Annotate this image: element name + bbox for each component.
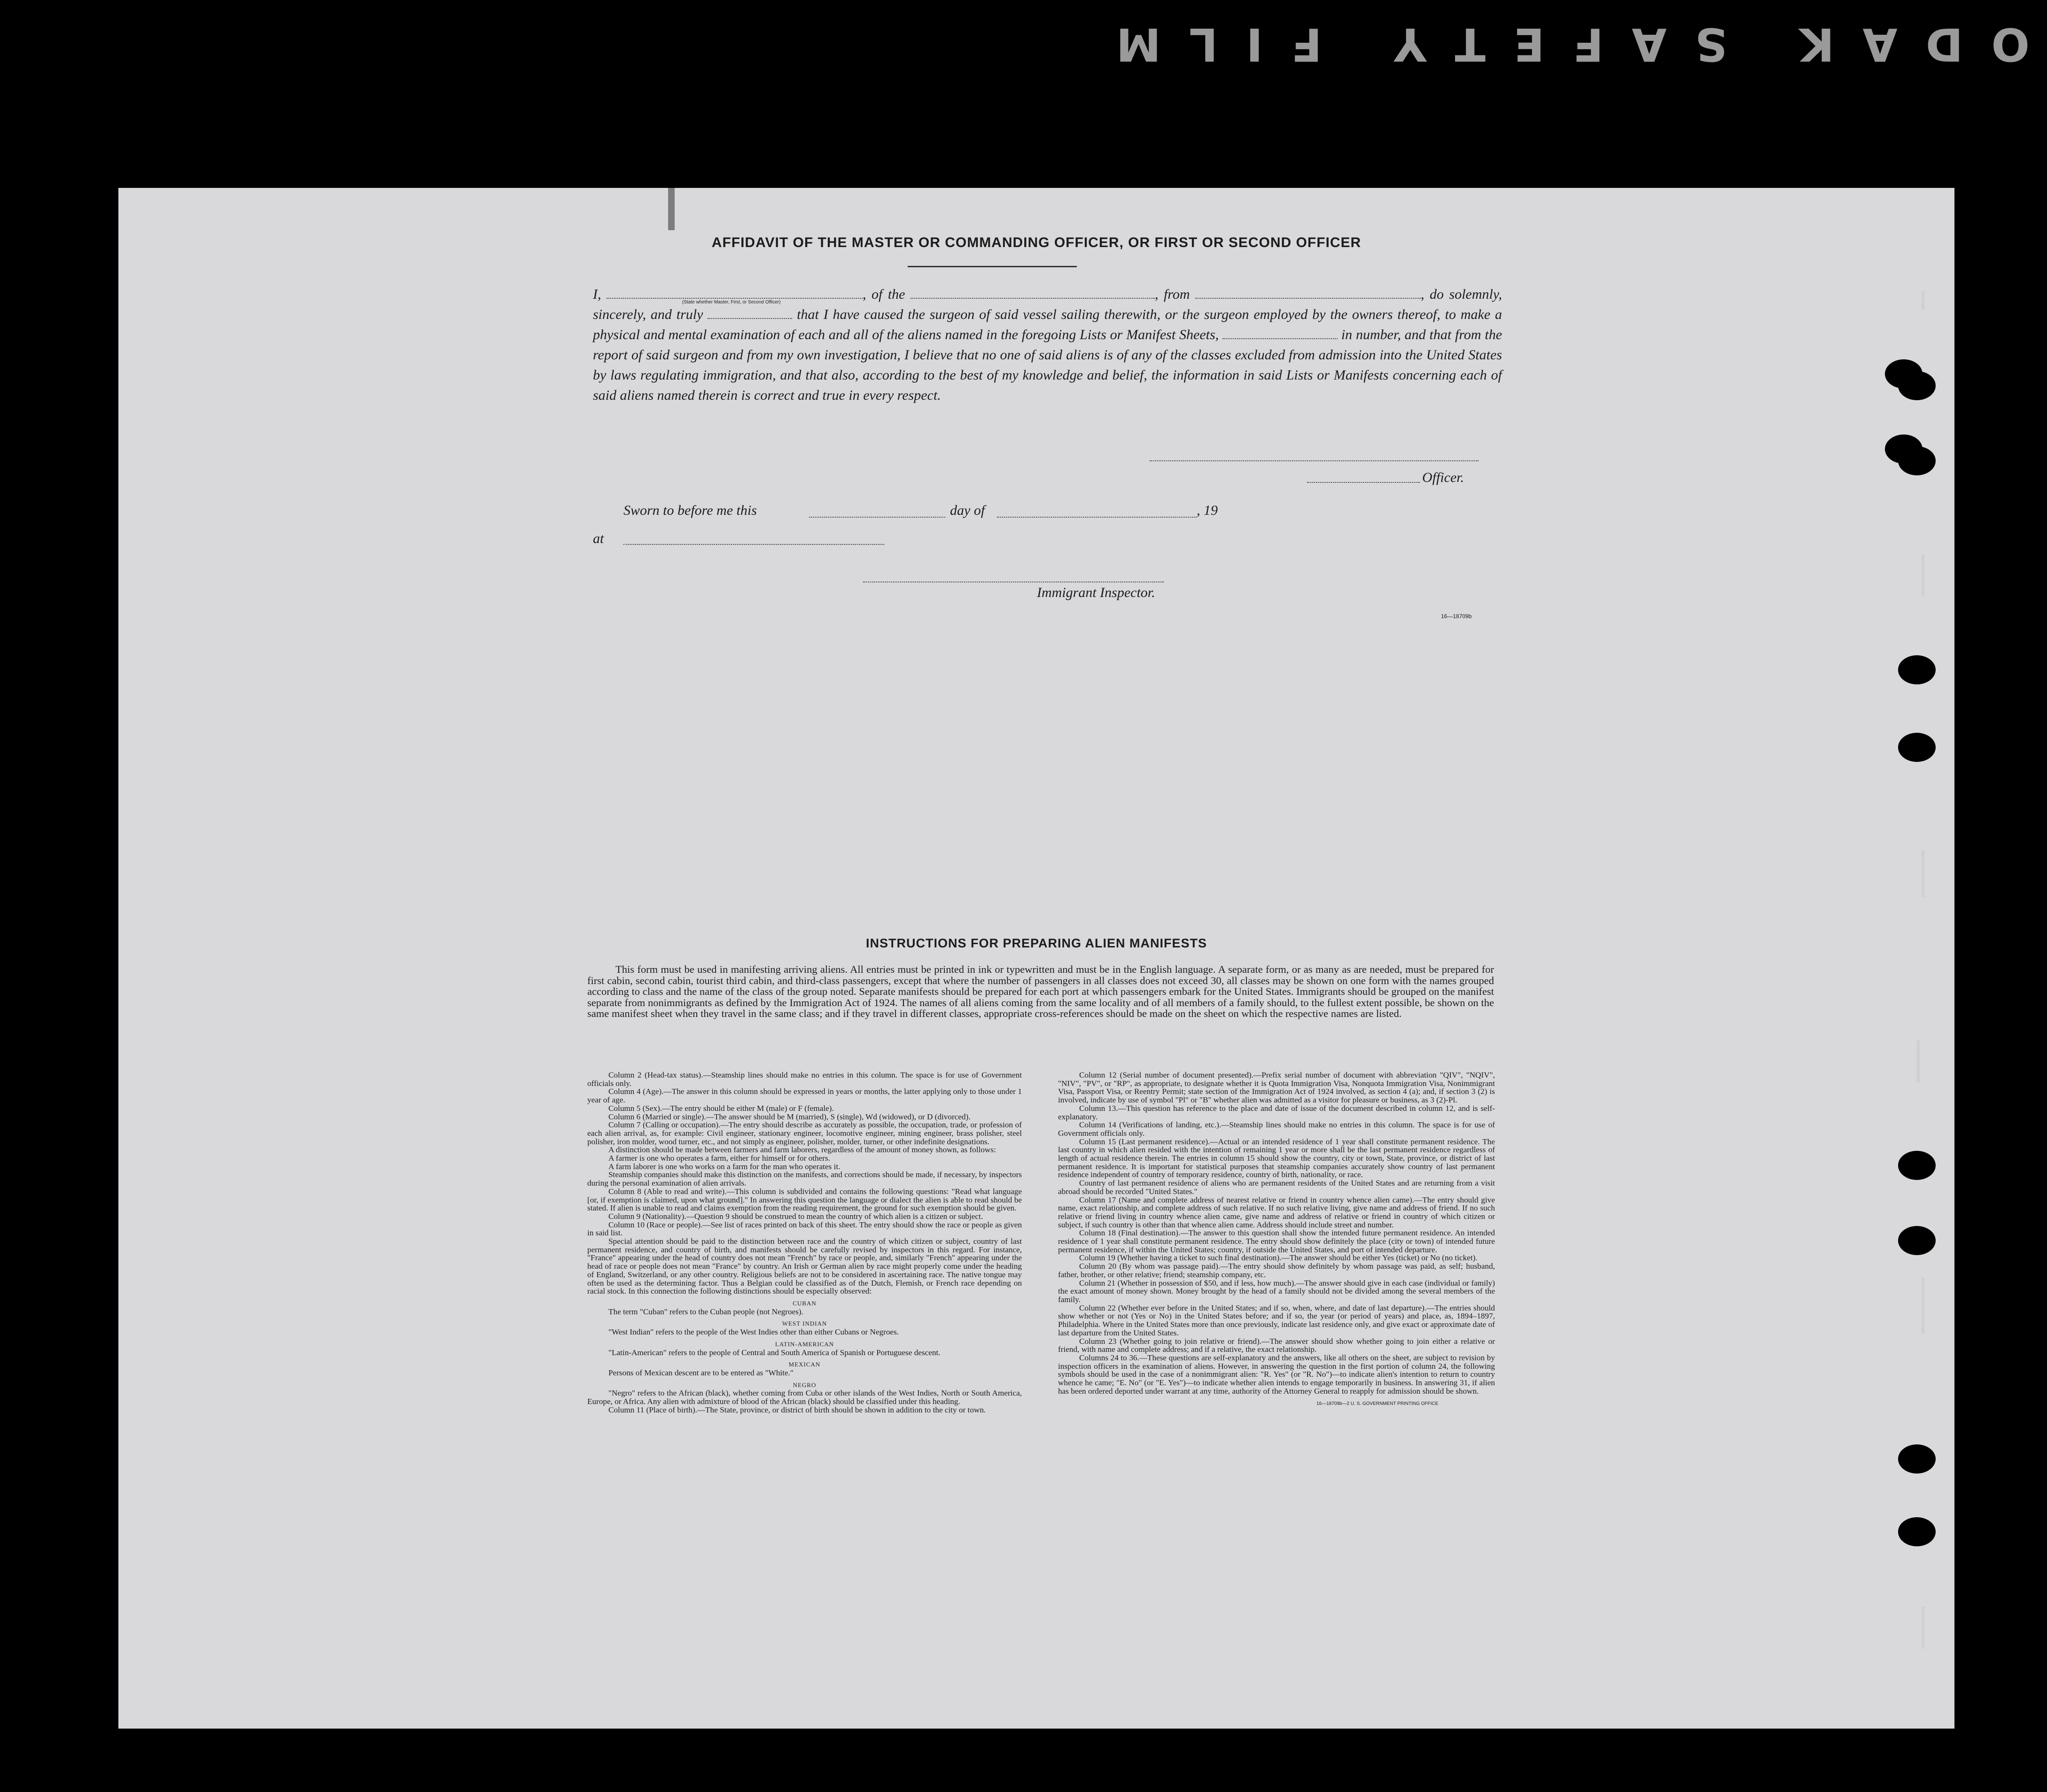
sworn-place-blank[interactable]: [623, 544, 884, 545]
paragraph: A farmer is one who operates a farm, either for himself or for others.: [608, 1154, 831, 1163]
paragraph: Column 23 (Whether going to join relative or friend).—The answer should show whether going to join either a relative or friend, with name and complete address; and if a relative, the exact relationship.: [1058, 1336, 1495, 1354]
punch-hole: [1898, 733, 1936, 762]
form-code: 16—18709b: [1441, 613, 1472, 620]
instructions-right-column: [1058, 1071, 1495, 1408]
heading-cuban: CUBAN: [793, 1299, 817, 1307]
affidavit-body-2: in number, and that from the report of said surgeon and from my own investigation, I believe that no one of said aliens is of any of the classes excluded from admission into the United States by laws regulating immigration, and that also, according to the best of my knowledge and belief, the information in said Lists or Manifests concerning each of said aliens named therein is correct and true in every respect.: [593, 327, 1502, 403]
punch-hole: [1898, 1226, 1936, 1255]
affidavit-from: , from: [1154, 287, 1190, 302]
punch-hole: [1898, 446, 1936, 475]
at-label: at: [593, 531, 604, 546]
signature-line[interactable]: [1150, 460, 1479, 461]
instructions-left-column: [587, 1071, 1022, 1414]
affidavit-i: I,: [593, 287, 601, 302]
film-edge-tick: [1922, 1606, 1924, 1649]
paragraph: A farm laborer is one who works on a farm for the man who operates it.: [608, 1162, 841, 1171]
affidavit-solemnly: solemnly, sincerely, and truly: [593, 287, 1502, 322]
punch-hole: [1898, 1517, 1936, 1546]
punch-hole: [1898, 1151, 1936, 1180]
paragraph: Column 2 (Head-tax status).—Steamship lines should make no entries in this column. The space is for use of Government officials only.: [587, 1071, 1022, 1088]
number-of-sheets-blank[interactable]: [1222, 328, 1338, 339]
intro-paragraph: This form must be used in manifesting arriving aliens. All entries must be printed in ink or typewritten and must be in the English language. A separate form, or as many as are needed, must be prepared for first cabin, second cabin, tourist third cabin, and third-class passengers, except that where the number of passengers in all classes does not exceed 30, all classes may be shown on one form with the names grouped according to class and the name of the class of the group noted. Separate manifests should be prepared for each port at which passengers embark for the United States. Immigrants should be grouped on the manifest separate from nonimmigrants as defined by the Immigration Act of 1924. The names of all aliens coming from the same locality and of all members of a family should, to the fullest extent possible, be shown on the same manifest sheet when they travel in the same class; and if they travel in different classes, appropriate cross-references should be made on the sheet on which the respective names are listed.: [587, 963, 1494, 1019]
officer-label: Officer.: [1422, 470, 1464, 485]
sworn-month-blank[interactable]: [997, 517, 1197, 518]
affidavit-do: , do: [1421, 287, 1444, 302]
heading-mexican: MEXICAN: [788, 1361, 821, 1368]
paragraph: Column 15 (Last permanent residence).—Actual or an intended residence of 1 year shall constitute permanent residence. The last country in which alien resided with the intention of remaining 1 year or more shall be the last permanent residence regardless of length of actual residence therein. The entries in column 15 should show the country, city or town, State, province, or district of last permanent residence. It is important for statistical purposes that steamship companies accurately show country of last permanent residence independent of country of temporary residence, country of birth, nationality, or race.: [1058, 1137, 1495, 1179]
paragraph: Column 8 (Able to read and write).—This column is subdivided and contains the following questions: "Read what language [or, if exemption is claimed, upon what ground]." In answering this question the language or dialect the alien is able to read should be stated. If alien is unable to read and claims exemption from the reading requirement, the ground for such exemption should be given.: [587, 1187, 1022, 1213]
heading-west-indian: WEST INDIAN: [782, 1320, 827, 1327]
punch-hole: [1898, 1444, 1936, 1474]
rank-note: (State whether Master, First, or Second Officer): [682, 300, 781, 305]
officer-signature-line[interactable]: [1307, 482, 1420, 483]
affidavit-body-1: that I have caused the surgeon of said vessel sailing therewith, or the surgeon employed by the owners thereof, to make a physical and mental examination of each and all of the aliens named in the foregoing Lists or Manifest Sheets,: [593, 307, 1502, 342]
paragraph: The term "Cuban" refers to the Cuban people (not Negroes).: [608, 1307, 803, 1316]
paragraph: Column 22 (Whether ever before in the United States; and if so, when, where, and date of last departure).—The entries should show whether or not (Yes or No) in the United States before; and if so, the year (or period of years) and place, as, 1894–1897, Philadelphia. Where in the United States more than once previously, indicate last residence only, and give exact or approximate date of last departure from the United States.: [1058, 1303, 1495, 1337]
punch-hole: [1898, 655, 1936, 684]
paragraph: Column 6 (Married or single).—The answer should be M (married), S (single), Wd (widowed), or D (divorced).: [608, 1112, 971, 1121]
heading-latin-american: LATIN-AMERICAN: [775, 1340, 834, 1348]
sworn-label: Sworn to before me this: [623, 503, 757, 518]
film-edge-tick: [1922, 291, 1924, 310]
paragraph: Column 17 (Name and complete address of nearest relative or friend in country whence alien came).—The entry should give name, exact relationship, and complete address of such relative. If no such relative living, give name and address of friend. If no such relative or friend living in country whence alien came, give name and address of relative or friend in country of which citizen or subject, if such country is other than that whence alien came. Address should include street and number.: [1058, 1195, 1495, 1229]
film-edge-tick: [1922, 1278, 1924, 1334]
paragraph: Steamship companies should make this distinction on the manifests, and corrections should be made, if necessary, by inspectors during the personal examination of alien arrivals.: [587, 1170, 1022, 1188]
paragraph: "Latin-American" refers to the people of Central and South America of Spanish or Portuguese descent.: [608, 1348, 941, 1357]
heading-negro: NEGRO: [793, 1381, 817, 1389]
manifest-back-page: [118, 188, 1954, 1729]
year-label: , 19: [1197, 503, 1218, 518]
paragraph: Country of last permanent residence of aliens who are permanent residents of the United States and are returning from a visit abroad should be recorded "United States.": [1058, 1179, 1495, 1196]
paragraph: Column 14 (Verifications of landing, etc.).—Steamship lines should make no entries in this column. The space is for use of Government officials only.: [1058, 1120, 1495, 1138]
film-edge-tick: [1922, 850, 1924, 897]
pencil-mark: [668, 188, 675, 230]
instructions-title: INSTRUCTIONS FOR PREPARING ALIEN MANIFESTS: [865, 936, 1207, 950]
film-edge-tick: [1922, 554, 1924, 597]
paragraph: Special attention should be paid to the distinction between race and the country of which citizen or subject, country of last permanent residence, and country of birth, and manifests should be carefully revised by inspectors in this regard. For instance, "France" appearing under the head of country does not mean "French" by race or people, and, similarly "French" appearing under the head of race or people does not mean "France" by country. An Irish or German alien by race might properly come under the heading of England, Switzerland, or any other country. Religious beliefs are not to be considered in ascertaining race. The native tongue may often be used as the determining factor. Thus a Belgian could be classified as of the Dutch, Flemish, or French race depending on racial stock. In this connection the following distinctions should be especially observed:: [587, 1237, 1022, 1296]
punch-hole: [1898, 371, 1936, 400]
paragraph: Column 7 (Calling or occupation).—The entry should describe as accurately as possible, the occupation, trade, or profession of each alien arrival, as, for example: Civil engineer, stationary engineer, locomotive engineer, mining engineer, brass polisher, steel polisher, iron molder, wood turner, etc., and not simply as engineer, polisher, molder, turner, or other indefinite designations.: [587, 1120, 1022, 1146]
officer-rank-blank[interactable]: [607, 287, 863, 299]
title-rule: [908, 266, 1077, 267]
paragraph: Column 13.—This question has reference to the place and date of issue of the document described in column 12, and is self-explanatory.: [1058, 1103, 1495, 1121]
paragraph: Column 9 (Nationality).—Question 9 should be construed to mean the country of which alien is a citizen or subject.: [608, 1211, 983, 1221]
paragraph: Column 4 (Age).—The answer in this column should be expressed in years or months, the latter applying only to those under 1 year of age.: [587, 1087, 1022, 1105]
port-blank[interactable]: [1195, 287, 1421, 299]
film-edge-marking: ODAK SAFETY FILM: [1088, 18, 2030, 70]
affidavit-title: AFFIDAVIT OF THE MASTER OR COMMANDING OFFICER, OR FIRST OR SECOND OFFICER: [711, 235, 1362, 250]
day-of-label: day of: [950, 503, 985, 518]
sworn-day-blank[interactable]: [809, 517, 945, 518]
paragraph: Column 11 (Place of birth).—The State, province, or district of birth should be shown in addition to the city or town.: [608, 1405, 986, 1414]
paragraph: Column 19 (Whether having a ticket to such final destination).—The answer should be either Yes (ticket) or No (no ticket).: [1079, 1253, 1478, 1263]
paragraph: Column 5 (Sex).—The entry should be either M (male) or F (female).: [608, 1103, 834, 1113]
film-edge-tick: [1917, 1040, 1920, 1083]
affidavit-of-the: , of the: [863, 287, 905, 302]
paragraph: A distinction should be made between farmers and farm laborers, regardless of the amount of money shown, as follows:: [608, 1145, 996, 1155]
vessel-name-blank[interactable]: [911, 287, 1155, 299]
paragraph: "Negro" refers to the African (black), whether coming from Cuba or other islands of the West Indies, North or South America, Europe, or Africa. Any alien with admixture of blood of the African (black) should be classified under this heading.: [587, 1389, 1022, 1406]
paragraph: Column 20 (By whom was passage paid).—The entry should show definitely by whom passage was paid, as self; husband, father, brother, or other relative; friend; steamship company, etc.: [1058, 1262, 1495, 1279]
oath-blank[interactable]: [708, 308, 792, 319]
paragraph: Persons of Mexican descent are to be entered as "White.": [608, 1368, 794, 1377]
paragraph: Column 10 (Race or people).—See list of races printed on back of this sheet. The entry should show the race or people as given in said list.: [587, 1220, 1022, 1238]
paragraph: Column 18 (Final destination).—The answer to this question shall show the intended future permanent residence. An intended residence of 1 year shall constitute permanent residence. The entry should show definitely the place (city or town) of intended future permanent residence, if within the United States; country, if outside the United States, and port of intended departure.: [1058, 1228, 1495, 1254]
paragraph: Column 21 (Whether in possession of $50, and if less, how much).—The answer should give in each case (individual or family) the exact amount of money shown. Money brought by the head of a family should not be divided among the several members of the family.: [1058, 1278, 1495, 1304]
paragraph: Column 12 (Serial number of document presented).—Prefix serial number of document with abbreviation "QIV", "NQIV", "NIV", "PV", or "RP", as appropriate, to designate whether it is Quota Immigration Visa, Nonquota Immigration Visa, Nonimmigrant Visa, Passport Visa, or Reentry Permit; state section of the Immigration Act of 1924 involved, as section 4 (a); and, if section 3 (2) is involved, indicate by use of symbol "Pl" or "B" whether alien was admitted as a visitor for pleasure or business, as 3 (2)-Pl.: [1058, 1071, 1495, 1105]
printing-office-footer: 16—18709b—2 U. S. GOVERNMENT PRINTING OFFICE: [1316, 1401, 1439, 1407]
instructions-intro: [587, 964, 1494, 1019]
paragraph: "West Indian" refers to the people of the West Indies other than either Cubans or Negroes.: [608, 1327, 899, 1337]
inspector-label: Immigrant Inspector.: [1037, 585, 1155, 600]
paragraph: Columns 24 to 36.—These questions are self-explanatory and the answers, like all others on the sheet, are subject to revision by inspection officers in the examination of aliens. However, in answering the question in the first portion of column 24, the following symbols should be used in the case of a nonimmigrant alien: "R. Yes" (or "R. No")—to indicate alien's intention to return to country whence he came; "E. No" (or "E. Yes")—to indicate whether alien intends to engage temporarily in business. In answering 31, if alien has been ordered deported under warrant at any time, authority of the Attorney General to reapply for admission should be shown.: [1058, 1353, 1495, 1396]
